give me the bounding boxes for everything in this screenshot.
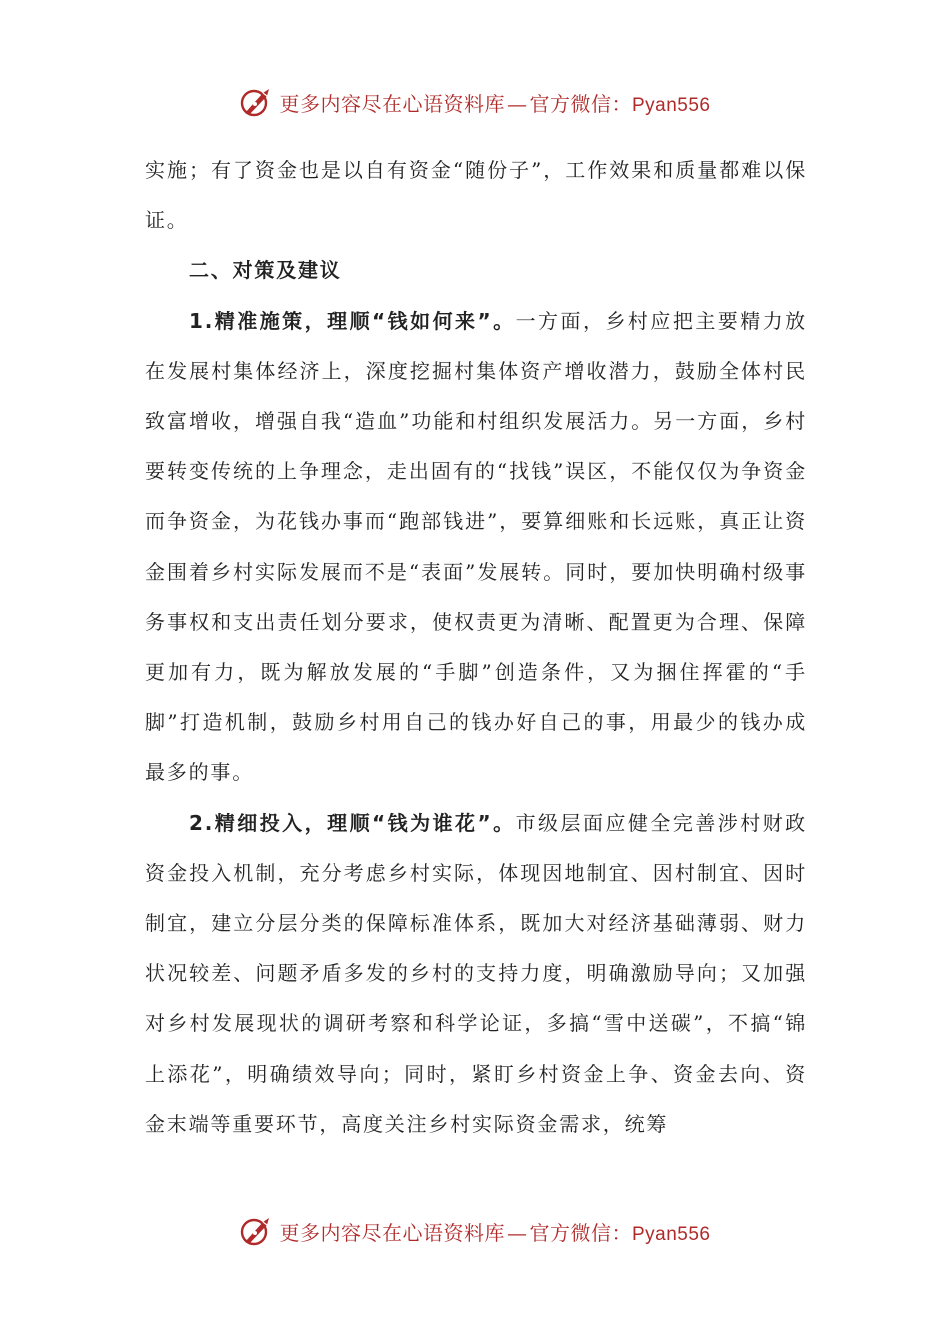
watermark-text: 更多内容尽在心语资料库 — 官方微信：Pyan556 — [279, 91, 711, 116]
wechat-id: Pyan556 — [631, 94, 711, 116]
document-body — [145, 145, 807, 1149]
section-heading: 二、对策及建议 — [189, 258, 342, 283]
header-watermark — [0, 82, 950, 122]
continuation-paragraph: 实施；有了资金也是以自有资金“随份子”，工作效果和质量都难以保证。 — [145, 158, 807, 233]
wechat-id: Pyan556 — [631, 1223, 711, 1245]
item-2-body: 市级层面应健全完善涉村财政资金投入机制，充分考虑乡村实际，体现因地制宜、因村制宜、因时制宜，建立分层分类的保障标准体系，既加大对经济基础薄弱、财力状况较差、问题矛盾多发的乡村的支持力度，明确激励导向；又加强对乡村发展现状的调研考察和科学论证，多搞“雪中送碳”，不搞“锦上添花”，明确绩效导向；同时，紧盯乡村资金上争、资金去向、资金末端等重要环节，高度关注乡村实际资金需求，统筹 — [145, 810, 807, 1136]
paragraph-item-2 — [145, 798, 807, 1149]
item-1-lead: 1.精准施策，理顺“钱如何来”。 — [189, 308, 516, 333]
paragraph-item-1 — [145, 296, 807, 798]
watermark-text: 更多内容尽在心语资料库 — 官方微信：Pyan556 — [279, 1220, 711, 1245]
item-2-lead: 2.精细投入，理顺“钱为谁花”。 — [189, 810, 516, 835]
pen-nib-circle-icon — [239, 85, 275, 119]
pen-nib-circle-icon — [239, 1214, 275, 1248]
footer-watermark — [0, 1211, 950, 1251]
item-1-body: 一方面，乡村应把主要精力放在发展村集体经济上，深度挖掘村集体资产增收潜力，鼓励全体村民致富增收，增强自我“造血”功能和村组织发展活力。另一方面，乡村要转变传统的上争理念，走出固有的“找钱”误区，不能仅仅为争资金而争资金，为花钱办事而“跑部钱进”，要算细账和长远账，真正让资金围着乡村实际发展而不是“表面”发展转。同时，要加快明确村级事务事权和支出责任划分要求，使权责更为清晰、配置更为合理、保障更加有力，既为解放发展的“手脚”创造条件，又为捆住挥霍的“手脚”打造机制，鼓励乡村用自己的钱办好自己的事，用最少的钱办成最多的事。 — [145, 308, 807, 785]
